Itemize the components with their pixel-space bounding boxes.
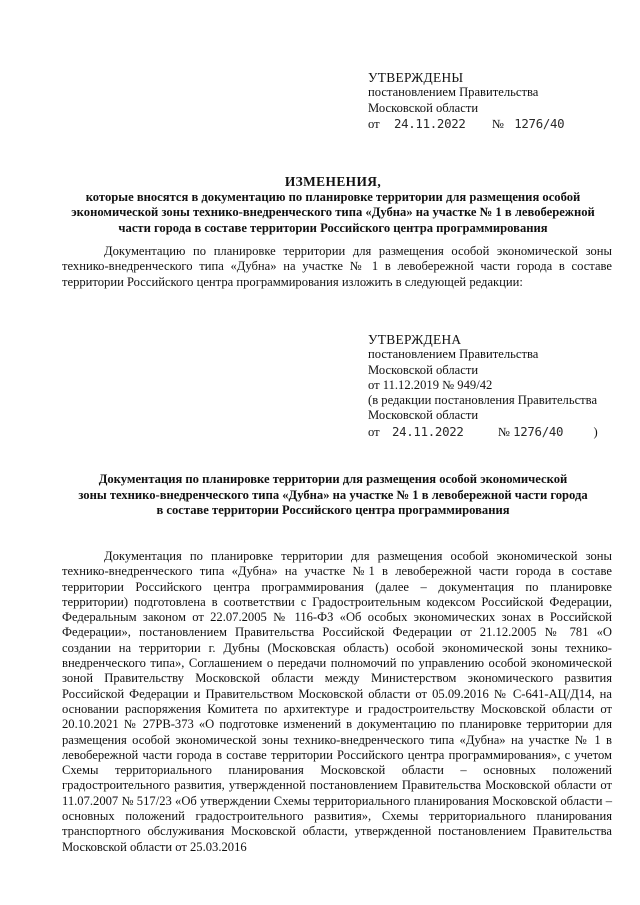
closing-bracket: ) — [593, 424, 598, 439]
date-prefix: от — [368, 424, 380, 439]
approval-heading: УТВЕРЖДЕНЫ — [368, 70, 464, 85]
main-paragraph: Документация по планировке территории для размещения особой экономической зоны технико-внедренческого типа «Дубна» на участке №1 в левобережной части города в составе территории Российского центра программирования (далее – документация по планировке территории) подготовлена в соответствии с Градостроительным кодексом Российской Федерации, Федеральным законом от 22.07.2005 № 116-ФЗ «Об особых экономических зонах в Российской Федерации», постановлением Правительства Российской Федерации от 21.12.2005 № 781 «О создании на территории г. Дубны (Московская область) особой экономической зоны технико-внедренческого типа», Соглашением о передачи полномочий по управлению особой экономической зоной Правительству Московской области между Министерством экономического развития Российской Федерации и Правительством Московской области от 05.09.2016 № С-641-АЦ/Д14, на основании распоряжения Комитета по архитектуре и градостроительству Московской области от 20.10.2021 № 27РВ-373 «О подготовке изменений в документацию по планировке территории для размещения особой экономической зоны технико-внедренческого типа «Дубна» на участке № 1 в левобережной части города в составе территории Российского центра программирования», с учетом Схемы территориального планирования Московской области – основных положений градостроительного развития, утвержденной постановлением Правительства Московской области от 11.07.2007 № 517/23 «Об утверждении Схемы территориального планирования Московской области – основных положений градостроительного развития», Схемы территориального планирования транспортного обслуживания Московской области, утвержденной постановлением Правительства Московской области от 25.03.2016 — [62, 549, 612, 854]
document-title-line: Документация по планировке территории для размещения особой экономической — [98, 472, 568, 486]
approval-stamp-top — [368, 70, 564, 132]
approval-line: (в редакции постановления Правительства — [368, 393, 598, 408]
approval-line: от 11.12.2019 № 949/42 — [368, 377, 493, 392]
approval-date-line — [368, 424, 598, 440]
approval-date: 24.11.2022 — [391, 423, 464, 439]
approval-line: постановлением Правительства — [368, 347, 539, 362]
approval-line: Московской области — [368, 362, 479, 377]
document-title-line: в составе территории Российского центра программирования — [156, 503, 510, 517]
approval-line: Московской области — [368, 408, 479, 423]
date-prefix: от — [368, 116, 380, 131]
approval-number: 1276/40 — [513, 423, 564, 439]
changes-title-line: экономической зоны технико-внедренческого типа «Дубна» на участке № 1 в левобережной — [71, 205, 595, 219]
approval-stamp-second — [368, 332, 598, 440]
changes-title-main: ИЗМЕНЕНИЯ, — [284, 174, 382, 189]
changes-title-line: которые вносятся в документацию по планировке территории для размещения особой — [85, 189, 581, 204]
approval-date-line — [368, 116, 564, 132]
intro-paragraph: Документацию по планировке территории для размещения особой экономической зоны технико-внедренческого типа «Дубна» на участке № 1 в левобережной части города в составе территории Российского центра программирования изложить в следующей редакции: — [62, 244, 612, 289]
approval-number: 1276/40 — [514, 115, 565, 131]
approval-heading: УТВЕРЖДЕНА — [368, 332, 462, 347]
changes-title — [50, 174, 616, 236]
document-title-line: зоны технико-внедренческого типа «Дубна» на участке № 1 в левобережной части города — [78, 487, 588, 502]
changes-title-line: части города в составе территории Российского центра программирования — [118, 220, 548, 235]
number-sign: № — [497, 424, 510, 439]
document-title — [50, 472, 616, 519]
approval-line: Московской области — [368, 100, 479, 115]
approval-line: постановлением Правительства — [368, 85, 539, 100]
number-sign: № — [491, 116, 504, 131]
approval-date: 24.11.2022 — [393, 115, 466, 131]
